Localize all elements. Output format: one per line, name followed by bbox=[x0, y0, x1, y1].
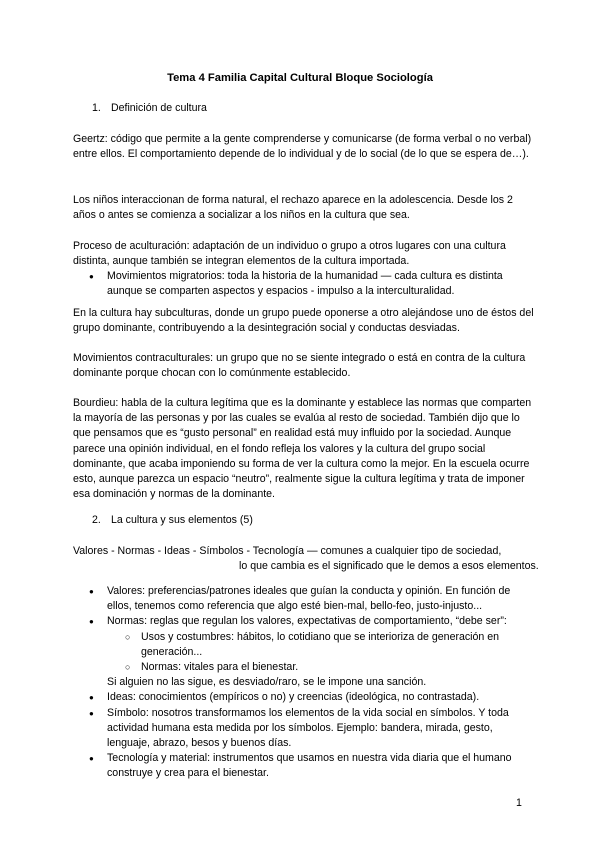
bullet-item-migratorios: ● Movimientos migratorios: toda la historia de la humanidad — cada cultura es distinta aunque se comparten aspectos y espacios - impulso a la interculturalidad. bbox=[73, 269, 535, 299]
bullet-item-tecnologia: ● Tecnología y material: instrumentos que usamos en nuestra vida diaria que el humano construye y crea para el bienestar. bbox=[73, 751, 535, 781]
elementos-line-2: lo que cambia es el significado que le demos a esos elementos. bbox=[239, 560, 539, 573]
section-heading-2 bbox=[92, 513, 253, 528]
sub-item-usos: ○ Usos y costumbres: hábitos, lo cotidiano que se interioriza de generación en generación... bbox=[107, 630, 535, 660]
section-number: 1. bbox=[92, 102, 101, 114]
section-label: Definición de cultura bbox=[110, 102, 207, 114]
document-title: Tema 4 Familia Capital Cultural Bloque Sociología bbox=[167, 72, 433, 84]
section-label: La cultura y sus elementos (5) bbox=[110, 514, 253, 526]
bullet-list-elementos bbox=[73, 584, 535, 782]
bullet-item-ideas: ● Ideas: conocimientos (empíricos o no) y creencias (ideológica, no contrastada). bbox=[73, 690, 535, 705]
page-number: 1 bbox=[516, 797, 522, 809]
bullet-item-valores: ● Valores: preferencias/patrones ideales que guían la conducta y opinión. En función de ellos, tenemos como referencia que algo esté bien-mal, bello-feo, justo-injusto... bbox=[73, 584, 535, 614]
bullet-item-simbolo: ● Símbolo: nosotros transformamos los elementos de la vida social en símbolos. Y toda actividad humana esta medida por los símbolos. Ejemplo: bandera, mirada, gesto, lenguaje, abrazo, besos y buenos días. bbox=[73, 706, 535, 752]
paragraph-geertz: Geertz: código que permite a la gente comprenderse y comunicarse (de forma verbal o no verbal) entre ellos. El comportamiento depende de lo individual y de lo social (de lo que se espera de…). bbox=[73, 133, 532, 161]
normas-text: Normas: reglas que regulan los valores, expectativas de comportamiento, “debe ser”: bbox=[107, 615, 507, 628]
bullet-list-migratorios bbox=[73, 269, 535, 299]
normas-sublist bbox=[107, 630, 535, 676]
sub-item-normas: ○ Normas: vitales para el bienestar. bbox=[107, 660, 535, 675]
normas-continuation-text: Si alguien no las sigue, es desviado/raro, se le impone una sanción. bbox=[107, 676, 427, 689]
section-number: 2. bbox=[92, 514, 101, 526]
bullet-item-normas bbox=[73, 614, 535, 675]
section-heading-1 bbox=[92, 101, 207, 116]
paragraph-bourdieu: Bourdieu: habla de la cultura legítima que es la dominante y establece las normas que comparten la mayoría de las personas y por las cuales se evalúa al resto de sociedad. También dijo que lo que pensamos que es “gusto personal” en realidad está muy influido por la sociedad. Aunque parece una opinión individual, en el fondo refleja los valores y la cultura del grupo social dominante, que acaba imponiendo su forma de ver la cultura como la mejor. En la escuela ocurre esto, aunque parezca un espacio “neutro”, realmente sigue la cultura legítima y trata de imponer esa dominación y normas de la dominante. bbox=[73, 397, 532, 501]
paragraph-ninos: Los niños interaccionan de forma natural, el rechazo aparece en la adolescencia. Desde los 2 años o antes se comienza a socializar a los niños en la cultura que sea. bbox=[73, 194, 513, 222]
elementos-line-1: Valores - Normas - Ideas - Símbolos - Tecnología — comunes a cualquier tipo de sociedad, bbox=[73, 545, 502, 557]
paragraph-contraculturales: Movimientos contraculturales: un grupo que no se siente integrado o está en contra de la cultura dominante porque chocan con lo comúnmente establecido. bbox=[73, 352, 526, 380]
paragraph-subculturas: En la cultura hay subculturas, donde un grupo puede oponerse a otro alejándose uno de éstos del grupo dominante, contribuyendo a la desintegración social y conductas desviadas. bbox=[73, 307, 534, 335]
paragraph-elementos bbox=[73, 544, 543, 574]
normas-continuation bbox=[73, 675, 535, 690]
paragraph-aculturacion: Proceso de aculturación: adaptación de un individuo o grupo a otros lugares con una cultura distinta, aunque también se integran elementos de la cultura importada. bbox=[73, 240, 506, 268]
